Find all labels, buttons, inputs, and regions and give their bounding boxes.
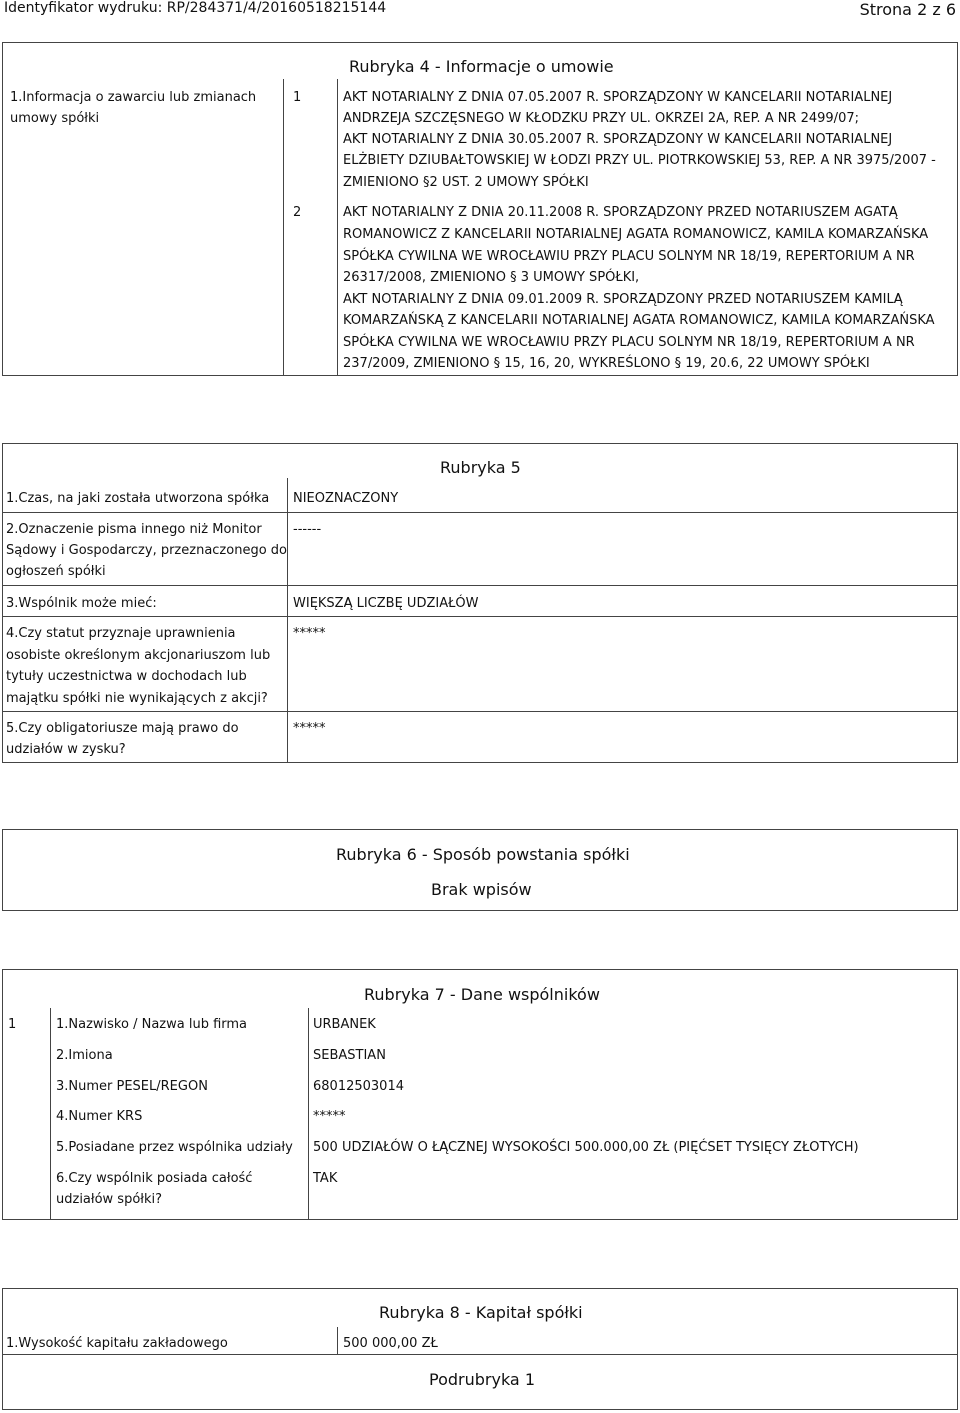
field-label: 4.Numer KRS [56,1109,143,1124]
field-label: majątku spółki nie wynikających z akcji? [6,691,268,706]
field-label: 5.Posiadane przez wspólnika udziały [56,1140,293,1155]
rubryka-6-title: Rubryka 6 - Sposób powstania spółki [336,845,630,864]
field-label: 1.Nazwisko / Nazwa lub firma [56,1017,248,1032]
field-value: 500 000,00 ZŁ [343,1336,438,1351]
entry-line: ELŻBIETY DZIUBAŁTOWSKIEJ W ŁODZI PRZY UL. PIOTRKOWSKIEJ 53, REP. A NR 3975/2007 - [343,153,936,168]
entry-line: AKT NOTARIALNY Z DNIA 30.05.2007 R. SPORZĄDZONY W KANCELARII NOTARIALNEJ [343,132,893,147]
rubryka-4-title: Rubryka 4 - Informacje o umowie [349,57,614,76]
divider [3,512,957,513]
entry-number: 2 [293,205,302,220]
entry-number: 1 [8,1017,17,1032]
divider [337,79,338,376]
field-value: URBANEK [313,1017,376,1032]
rubryka-7-title: Rubryka 7 - Dane wspólników [364,985,600,1004]
field-label: 3.Wspólnik może mieć: [6,596,157,611]
divider [3,616,957,617]
field-label: umowy spółki [10,111,100,126]
field-label: osobiste określonym akcjonariuszom lub [6,648,271,663]
divider [283,79,284,376]
field-value: ***** [293,626,326,641]
empty-entries: Brak wpisów [431,880,532,899]
field-label: 1.Informacja o zawarciu lub zmianach [10,90,257,105]
section-rubryka-5 [2,443,958,763]
field-value: 500 UDZIAŁÓW O ŁĄCZNEJ WYSOKOŚCI 500.000,00 ZŁ (PIĘĆSET TYSIĘCY ZŁOTYCH) [313,1140,859,1155]
section-rubryka-6 [2,829,958,911]
divider [3,585,957,586]
divider [3,1354,957,1355]
field-label: 5.Czy obligatoriusze mają prawo do [6,721,239,736]
print-header [0,0,960,18]
divider [287,478,288,763]
field-label: udziałów w zysku? [6,742,126,757]
field-value: SEBASTIAN [313,1048,386,1063]
field-label: 2.Oznaczenie pisma innego niż Monitor [6,522,262,537]
section-rubryka-8 [2,1288,958,1410]
entry-line: AKT NOTARIALNY Z DNIA 20.11.2008 R. SPORZĄDZONY PRZED NOTARIUSZEM AGATĄ [343,205,898,220]
field-value: NIEOZNACZONY [293,491,399,506]
entry-number: 1 [293,90,302,105]
entry-line: AKT NOTARIALNY Z DNIA 07.05.2007 R. SPORZĄDZONY W KANCELARII NOTARIALNEJ [343,90,893,105]
entry-line: KOMARZAŃSKĄ Z KANCELARII NOTARIALNEJ AGATA ROMANOWICZ, KAMILA KOMARZAŃSKA [343,313,935,328]
section-rubryka-7 [2,969,958,1220]
rubryka-5-title: Rubryka 5 [440,458,521,477]
field-value: ***** [293,721,326,736]
page-number: Strona 2 z 6 [859,0,956,19]
print-identifier: Identyfikator wydruku: RP/284371/4/20160518215144 [4,0,387,16]
field-value: TAK [313,1171,338,1186]
divider [308,1008,309,1220]
entry-line: SPÓŁKA CYWILNA WE WROCŁAWIU PRZY PLACU SOLNYM NR 18/19, REPERTORIUM A NR [343,335,915,350]
field-value: WIĘKSZĄ LICZBĘ UDZIAŁÓW [293,596,479,611]
field-label: Sądowy i Gospodarczy, przeznaczonego do [6,543,287,558]
field-label: 2.Imiona [56,1048,113,1063]
field-label: 6.Czy wspólnik posiada całość [56,1171,253,1186]
entry-line: SPÓŁKA CYWILNA WE WROCŁAWIU PRZY PLACU SOLNYM NR 18/19, REPERTORIUM A NR [343,249,915,264]
section-rubryka-4 [2,42,958,376]
field-label: tytuły uczestnictwa w dochodach lub [6,669,247,684]
field-value: ------ [293,522,322,537]
field-label: 1.Wysokość kapitału zakładowego [6,1336,228,1351]
subsection-title: Podrubryka 1 [429,1370,535,1389]
divider [50,1008,51,1220]
entry-line: ZMIENIONO §2 UST. 2 UMOWY SPÓŁKI [343,175,589,190]
field-value: 68012503014 [313,1079,404,1094]
field-label: 1.Czas, na jaki została utworzona spółka [6,491,270,506]
field-label: 4.Czy statut przyznaje uprawnienia [6,626,236,641]
field-label: ogłoszeń spółki [6,564,106,579]
entry-line: 237/2009, ZMIENIONO § 15, 16, 20, WYKREŚLONO § 19, 20.6, 22 UMOWY SPÓŁKI [343,356,870,371]
field-value: ***** [313,1109,346,1124]
entry-line: ANDRZEJA SZCZĘSNEGO W KŁODZKU PRZY UL. OKRZEI 2A, REP. A NR 2499/07; [343,111,859,126]
field-label: 3.Numer PESEL/REGON [56,1079,208,1094]
entry-line: AKT NOTARIALNY Z DNIA 09.01.2009 R. SPORZĄDZONY PRZED NOTARIUSZEM KAMILĄ [343,292,903,307]
rubryka-8-title: Rubryka 8 - Kapitał spółki [379,1303,583,1322]
field-label: udziałów spółki? [56,1192,163,1207]
divider [3,711,957,712]
entry-line: 26317/2008, ZMIENIONO § 3 UMOWY SPÓŁKI, [343,270,640,285]
entry-line: ROMANOWICZ Z KANCELARII NOTARIALNEJ AGATA ROMANOWICZ, KAMILA KOMARZAŃSKA [343,227,929,242]
divider [337,1327,338,1354]
